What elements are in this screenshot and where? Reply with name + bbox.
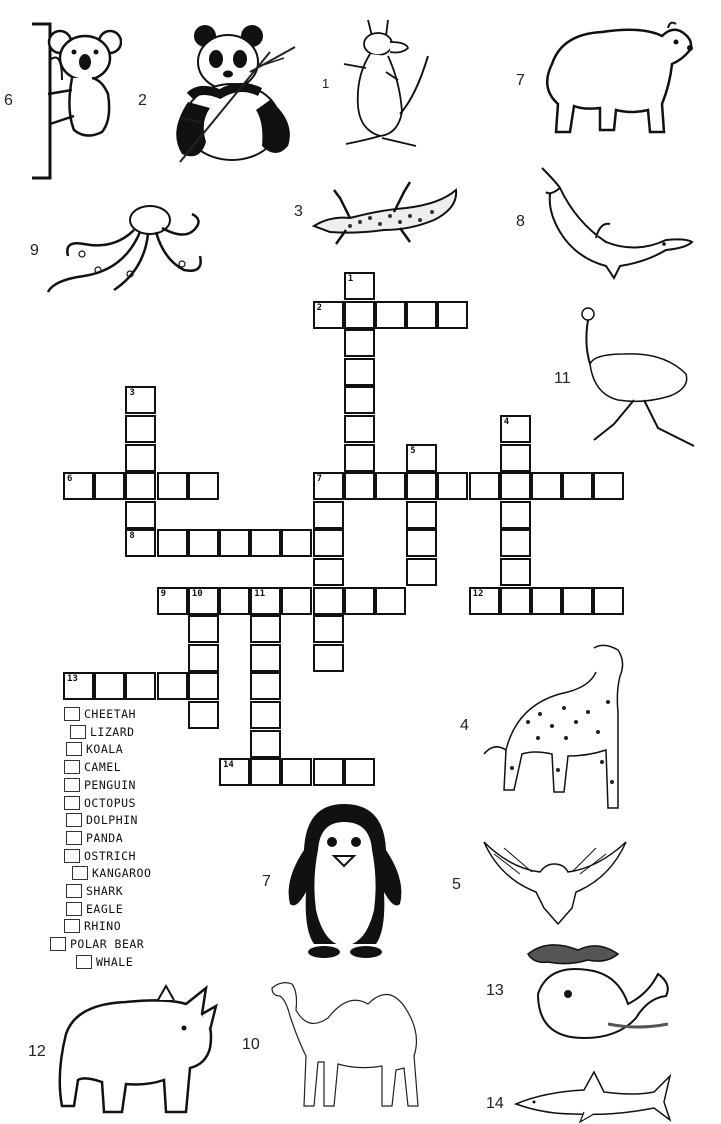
crossword-cell[interactable] xyxy=(157,672,188,700)
word-list-item xyxy=(64,795,136,811)
picture-number-lizard: 3 xyxy=(294,203,303,220)
crossword-cell[interactable] xyxy=(500,501,531,529)
crossword-cell[interactable] xyxy=(188,644,219,672)
lizard-icon xyxy=(310,168,462,246)
word-label: CHEETAH xyxy=(84,707,136,721)
checkbox[interactable] xyxy=(64,760,80,774)
crossword-cell[interactable] xyxy=(219,587,250,615)
checkbox[interactable] xyxy=(64,919,80,933)
crossword-cell[interactable] xyxy=(344,386,375,414)
crossword-cell[interactable] xyxy=(500,472,531,500)
clue-number: 12 xyxy=(472,588,484,599)
picture-number-octopus: 9 xyxy=(30,242,39,259)
word-list-item xyxy=(64,848,136,864)
crossword-cell[interactable] xyxy=(250,672,281,700)
word-label: WHALE xyxy=(96,954,134,969)
clue-number: 9 xyxy=(160,588,167,599)
crossword-cell[interactable] xyxy=(344,329,375,357)
crossword-cell[interactable] xyxy=(344,758,375,786)
picture-number-ostrich: 11 xyxy=(554,370,571,387)
crossword-cell[interactable] xyxy=(250,615,281,643)
checkbox[interactable] xyxy=(66,902,82,916)
penguin-icon xyxy=(284,800,406,960)
crossword-cell[interactable] xyxy=(94,472,125,500)
crossword-cell[interactable] xyxy=(313,301,344,329)
word-label: PANDA xyxy=(86,830,124,845)
crossword-cell[interactable] xyxy=(313,529,344,557)
clue-number: 8 xyxy=(129,531,135,542)
word-label: DOLPHIN xyxy=(86,813,138,828)
word-label: CAMEL xyxy=(84,760,122,775)
kangaroo-icon xyxy=(336,16,436,156)
word-list-item xyxy=(70,724,135,740)
crossword-cell[interactable] xyxy=(500,558,531,586)
crossword-cell[interactable] xyxy=(188,701,219,729)
word-label: LIZARD xyxy=(90,724,135,739)
crossword-cell[interactable] xyxy=(188,587,219,615)
crossword-cell[interactable] xyxy=(313,644,344,672)
word-list-item xyxy=(66,901,123,917)
crossword-cell[interactable] xyxy=(344,301,375,329)
picture-number-polar-bear: 7 xyxy=(516,72,525,89)
crossword-cell[interactable] xyxy=(281,758,312,786)
checkbox[interactable] xyxy=(66,831,82,845)
picture-number-penguin: 7 xyxy=(262,873,271,890)
crossword-cell[interactable] xyxy=(250,644,281,672)
picture-number-dolphin: 8 xyxy=(516,213,525,230)
clue-number: 13 xyxy=(67,674,78,685)
rhino-icon xyxy=(56,984,218,1118)
crossword-cell[interactable] xyxy=(63,472,94,500)
crossword-cell[interactable] xyxy=(188,672,219,700)
crossword-cell[interactable] xyxy=(406,444,437,472)
panda-icon xyxy=(160,22,300,172)
crossword-cell[interactable] xyxy=(281,529,312,557)
crossword-cell[interactable] xyxy=(157,472,188,500)
crossword-cell[interactable] xyxy=(250,529,281,557)
crossword-cell[interactable] xyxy=(188,472,219,500)
crossword-cell[interactable] xyxy=(188,615,219,643)
crossword-cell[interactable] xyxy=(344,587,375,615)
word-list-item xyxy=(50,936,144,952)
crossword-cell[interactable] xyxy=(500,587,531,615)
crossword-cell[interactable] xyxy=(157,587,188,615)
crossword-cell[interactable] xyxy=(219,758,250,786)
crossword-cell[interactable] xyxy=(63,672,94,700)
crossword-cell[interactable] xyxy=(375,472,406,500)
checkbox[interactable] xyxy=(64,796,80,810)
word-list-item xyxy=(66,741,123,757)
clue-number: 6 xyxy=(67,474,73,485)
crossword-cell[interactable] xyxy=(125,444,156,472)
clue-number: 1 xyxy=(347,274,354,284)
crossword-cell[interactable] xyxy=(157,529,188,557)
word-label: EAGLE xyxy=(86,901,124,916)
crossword-cell[interactable] xyxy=(406,472,437,500)
clue-number: 11 xyxy=(254,588,266,599)
word-label: SHARK xyxy=(86,884,124,898)
crossword-cell[interactable] xyxy=(344,472,375,500)
crossword-cell[interactable] xyxy=(313,758,344,786)
clue-number: 4 xyxy=(503,417,510,427)
picture-number-shark: 14 xyxy=(486,1095,504,1112)
crossword-cell[interactable] xyxy=(562,472,593,500)
crossword-cell[interactable] xyxy=(406,529,437,557)
crossword-cell[interactable] xyxy=(125,386,156,414)
checkbox[interactable] xyxy=(66,884,82,898)
crossword-cell[interactable] xyxy=(313,615,344,643)
whale-icon xyxy=(508,934,674,1048)
eagle-icon xyxy=(480,838,630,928)
picture-number-cheetah: 4 xyxy=(460,717,469,734)
crossword-cell[interactable] xyxy=(250,758,281,786)
crossword-cell[interactable] xyxy=(469,472,500,500)
checkbox[interactable] xyxy=(66,742,82,756)
picture-number-kangaroo: 1 xyxy=(322,76,330,91)
word-list-item xyxy=(64,759,121,775)
crossword-cell[interactable] xyxy=(469,587,500,615)
crossword-cell[interactable] xyxy=(437,472,468,500)
word-label: KOALA xyxy=(86,742,124,757)
picture-number-koala: 6 xyxy=(4,92,13,109)
crossword-cell[interactable] xyxy=(593,587,624,615)
picture-number-camel: 10 xyxy=(242,1036,260,1053)
word-label: OSTRICH xyxy=(84,848,136,863)
word-list-item xyxy=(66,812,138,828)
word-label: PENGUIN xyxy=(84,777,136,792)
word-list-item xyxy=(66,883,123,899)
crossword-cell[interactable] xyxy=(125,415,156,443)
crossword-cell[interactable] xyxy=(250,701,281,729)
polar-bear-icon xyxy=(532,14,698,138)
clue-number: 3 xyxy=(129,388,135,399)
word-list-item xyxy=(64,918,121,934)
word-label: OCTOPUS xyxy=(84,795,136,810)
crossword-cell[interactable] xyxy=(344,415,375,443)
crossword-cell[interactable] xyxy=(250,730,281,758)
crossword-cell[interactable] xyxy=(531,587,562,615)
picture-number-eagle: 5 xyxy=(452,876,461,893)
shark-icon xyxy=(514,1066,674,1124)
crossword-cell[interactable] xyxy=(125,672,156,700)
crossword-cell[interactable] xyxy=(406,501,437,529)
clue-number: 5 xyxy=(410,445,416,456)
crossword-cell[interactable] xyxy=(344,272,375,300)
clue-number: 10 xyxy=(191,588,203,599)
word-label: RHINO xyxy=(84,919,122,934)
crossword-cell[interactable] xyxy=(344,358,375,386)
checkbox[interactable] xyxy=(76,955,92,969)
crossword-cell[interactable] xyxy=(437,301,468,329)
koala-icon xyxy=(22,20,122,180)
camel-icon xyxy=(268,976,430,1112)
crossword-cell[interactable] xyxy=(125,472,156,500)
crossword-cell[interactable] xyxy=(562,587,593,615)
crossword-cell[interactable] xyxy=(219,529,250,557)
checkbox[interactable] xyxy=(72,866,88,880)
clue-number: 2 xyxy=(316,302,323,313)
crossword-cell[interactable] xyxy=(500,415,531,443)
checkbox[interactable] xyxy=(70,725,86,739)
crossword-cell[interactable] xyxy=(125,501,156,529)
checkbox[interactable] xyxy=(64,707,80,721)
picture-number-whale: 13 xyxy=(486,982,504,999)
word-list-item xyxy=(66,830,123,846)
word-list-item xyxy=(72,865,151,881)
checkbox[interactable] xyxy=(64,849,80,863)
crossword-cell[interactable] xyxy=(406,301,437,329)
checkbox[interactable] xyxy=(66,813,82,827)
word-label: KANGAROO xyxy=(92,866,152,881)
crossword-cell[interactable] xyxy=(313,558,344,586)
word-list-item xyxy=(76,954,133,970)
crossword-cell[interactable] xyxy=(375,301,406,329)
picture-number-rhino: 12 xyxy=(28,1043,46,1060)
crossword-cell[interactable] xyxy=(188,529,219,557)
crossword-cell[interactable] xyxy=(500,444,531,472)
crossword-cell[interactable] xyxy=(313,587,344,615)
crossword-cell[interactable] xyxy=(125,529,156,557)
word-label: POLAR BEAR xyxy=(70,937,145,952)
word-list-item xyxy=(64,706,136,722)
crossword-cell[interactable] xyxy=(250,587,281,615)
clue-number: 14 xyxy=(223,760,234,771)
crossword-cell[interactable] xyxy=(344,444,375,472)
crossword-cell[interactable] xyxy=(94,672,125,700)
crossword-cell[interactable] xyxy=(531,472,562,500)
picture-number-panda: 2 xyxy=(138,92,147,109)
word-list-item xyxy=(64,777,136,793)
ostrich-icon xyxy=(574,304,704,452)
checkbox[interactable] xyxy=(64,778,80,792)
octopus-icon xyxy=(44,200,208,298)
checkbox[interactable] xyxy=(50,937,66,951)
cheetah-icon xyxy=(478,642,634,814)
clue-number: 7 xyxy=(316,474,323,485)
crossword-cell[interactable] xyxy=(500,529,531,557)
crossword-cell[interactable] xyxy=(313,472,344,500)
crossword-cell[interactable] xyxy=(281,587,312,615)
crossword-cell[interactable] xyxy=(375,587,406,615)
crossword-cell[interactable] xyxy=(406,558,437,586)
crossword-cell[interactable] xyxy=(313,501,344,529)
crossword-cell[interactable] xyxy=(593,472,624,500)
dolphin-icon xyxy=(536,162,696,282)
